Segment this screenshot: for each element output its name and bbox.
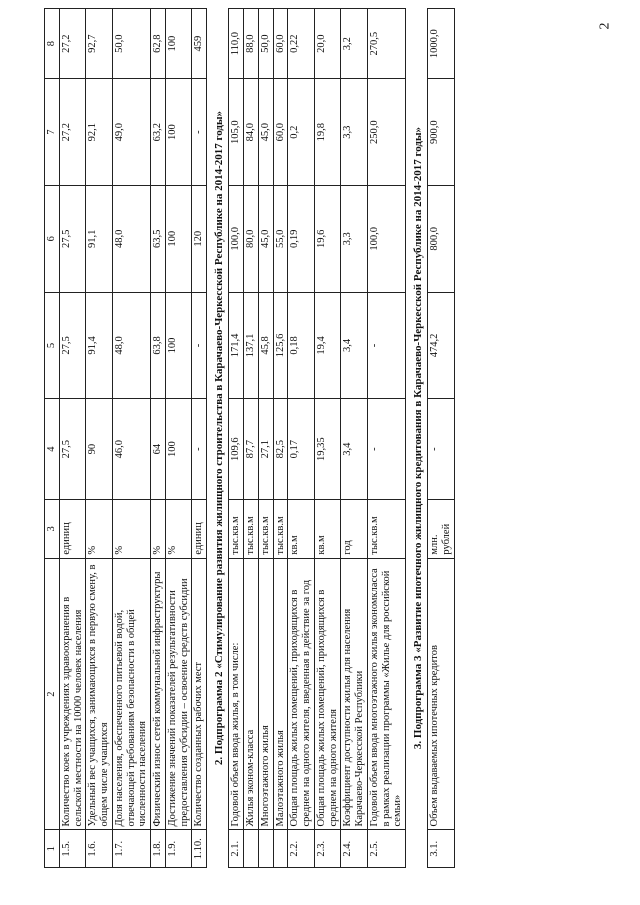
value-cell: 100	[165, 292, 192, 399]
value-cell: 100	[165, 399, 192, 500]
table-row	[192, 9, 207, 868]
row-number: 1.6.	[86, 830, 113, 868]
value-cell: 60,0	[273, 79, 288, 186]
table-row	[151, 9, 166, 868]
value-cell: 45,0	[258, 185, 273, 292]
column-number: 5	[45, 292, 60, 399]
section-2-rows	[229, 9, 406, 868]
indicator-name: Коэффициент доступности жилья для населения Карачаево-Черкесской Республики	[341, 558, 368, 830]
section-3-rows	[428, 9, 455, 868]
indicator-name: Объем выдаваемых ипотечных кредитов	[428, 558, 455, 830]
value-cell: 3,3	[341, 185, 368, 292]
value-cell: 82,5	[273, 399, 288, 500]
row-number: 1.8.	[151, 830, 166, 868]
value-cell: 171,4	[229, 292, 244, 399]
indicator-name: Многоэтажного жилья	[258, 558, 273, 830]
table-row	[428, 9, 455, 868]
value-cell: 19,8	[314, 79, 341, 186]
value-cell: 62,8	[151, 9, 166, 79]
indicator-name: Количество созданных рабочих мест	[192, 558, 207, 830]
column-number-row	[45, 9, 60, 868]
section-2-header	[207, 9, 229, 868]
unit-cell: кв.м	[288, 500, 315, 559]
value-cell: 0,2	[288, 79, 315, 186]
unit-cell: %	[112, 500, 150, 559]
value-cell: 27,1	[258, 399, 273, 500]
table-row	[314, 9, 341, 868]
value-cell: -	[192, 292, 207, 399]
value-cell: 1000,0	[428, 9, 455, 79]
row-number	[258, 830, 273, 868]
value-cell: 91,4	[86, 292, 113, 399]
value-cell: 100,0	[229, 185, 244, 292]
column-number: 8	[45, 9, 60, 79]
row-number: 1.9.	[165, 830, 192, 868]
value-cell: 120	[192, 185, 207, 292]
value-cell: 109,6	[229, 399, 244, 500]
table-row	[229, 9, 244, 868]
row-number: 2.2.	[288, 830, 315, 868]
value-cell: 91,1	[86, 185, 113, 292]
value-cell: 60,0	[273, 9, 288, 79]
indicator-name: Доля населения, обеспеченного питьевой водой, отвечающей требованиям безопасности в общей численности населения	[112, 558, 150, 830]
row-number: 2.4.	[341, 830, 368, 868]
value-cell: 0,19	[288, 185, 315, 292]
value-cell: 64	[151, 399, 166, 500]
value-cell: 19,6	[314, 185, 341, 292]
value-cell: 55,0	[273, 185, 288, 292]
unit-cell: тыс.кв.м	[367, 500, 405, 559]
rotated-table-sheet	[44, 8, 604, 868]
value-cell: 27,5	[59, 399, 86, 500]
section-title-row	[207, 9, 229, 868]
value-cell: 92,1	[86, 79, 113, 186]
unit-cell: тыс.кв.м	[244, 500, 259, 559]
value-cell: 63,8	[151, 292, 166, 399]
indicator-name: Малоэтажного жилья	[273, 558, 288, 830]
row-number	[244, 830, 259, 868]
value-cell: -	[428, 399, 455, 500]
value-cell: 48,0	[112, 292, 150, 399]
page-number: 2	[597, 22, 613, 30]
indicator-name: Жилья эконом-класса	[244, 558, 259, 830]
value-cell: 19,35	[314, 399, 341, 500]
value-cell: 100	[165, 185, 192, 292]
indicator-name: Общая площадь жилых помещений, приходящихся в среднем на одного жителя	[314, 558, 341, 830]
indicator-name: Достижение значений показателей результативности предоставления субсидии – освоение средств субсидии	[165, 558, 192, 830]
table-row	[288, 9, 315, 868]
unit-cell: единиц	[192, 500, 207, 559]
row-number: 2.3.	[314, 830, 341, 868]
value-cell: 63,5	[151, 185, 166, 292]
value-cell: 87,7	[244, 399, 259, 500]
value-cell: 3,4	[341, 399, 368, 500]
section-title-row	[406, 9, 428, 868]
value-cell: 100	[165, 9, 192, 79]
row-number: 3.1.	[428, 830, 455, 868]
column-number: 2	[45, 558, 60, 830]
unit-cell: год	[341, 500, 368, 559]
value-cell: 900,0	[428, 79, 455, 186]
unit-cell: млн. рублей	[428, 500, 455, 559]
table-row	[367, 9, 405, 868]
row-number: 2.5.	[367, 830, 405, 868]
indicator-name: Количество коек в учреждениях здравоохранения в сельской местности на 10000 человек населения	[59, 558, 86, 830]
unit-cell: кв.м	[314, 500, 341, 559]
value-cell: -	[192, 79, 207, 186]
value-cell: 63,2	[151, 79, 166, 186]
value-cell: 0,17	[288, 399, 315, 500]
indicator-name: Годовой объем ввода жилья, в том числе:	[229, 558, 244, 830]
indicator-name: Общая площадь жилых помещений, приходящихся в среднем на одного жителя, введенная в действие за год	[288, 558, 315, 830]
value-cell: 84,0	[244, 79, 259, 186]
value-cell: 27,2	[59, 9, 86, 79]
table-row	[244, 9, 259, 868]
value-cell: 100	[165, 79, 192, 186]
column-number: 7	[45, 79, 60, 186]
table-row	[112, 9, 150, 868]
value-cell: 50,0	[258, 9, 273, 79]
unit-cell: %	[86, 500, 113, 559]
value-cell: 27,5	[59, 292, 86, 399]
indicator-name: Физический износ сетей коммунальной инфраструктуры	[151, 558, 166, 830]
table-row	[165, 9, 192, 868]
value-cell: 45,8	[258, 292, 273, 399]
value-cell: 137,1	[244, 292, 259, 399]
value-cell: 0,22	[288, 9, 315, 79]
table-row	[59, 9, 86, 868]
value-cell: 270,5	[367, 9, 405, 79]
value-cell: 800,0	[428, 185, 455, 292]
indicators-table	[44, 8, 455, 868]
value-cell: 48,0	[112, 185, 150, 292]
unit-cell: тыс.кв.м	[273, 500, 288, 559]
unit-cell: тыс.кв.м	[229, 500, 244, 559]
value-cell: 3,4	[341, 292, 368, 399]
value-cell: 19,4	[314, 292, 341, 399]
column-number: 6	[45, 185, 60, 292]
unit-cell: тыс.кв.м	[258, 500, 273, 559]
value-cell: 459	[192, 9, 207, 79]
value-cell: -	[367, 292, 405, 399]
value-cell: 250,0	[367, 79, 405, 186]
value-cell: 46,0	[112, 399, 150, 500]
value-cell: -	[367, 399, 405, 500]
value-cell: 110,0	[229, 9, 244, 79]
table-row	[273, 9, 288, 868]
value-cell: 474,2	[428, 292, 455, 399]
column-number: 3	[45, 500, 60, 559]
row-number: 2.1.	[229, 830, 244, 868]
value-cell: 90	[86, 399, 113, 500]
table-row	[86, 9, 113, 868]
indicator-name: Годовой объем ввода многоэтажного жилья экономкласса в рамках реализации программы «Жилье для российской семьи»	[367, 558, 405, 830]
value-cell: 105,0	[229, 79, 244, 186]
section-2-title: 2. Подпрограмма 2 «Стимулирование развития жилищного строительства в Карачаево-Черкесской Республике на 2014-2017 годы»	[207, 9, 229, 868]
value-cell: 125,6	[273, 292, 288, 399]
column-number: 4	[45, 399, 60, 500]
value-cell: 20,0	[314, 9, 341, 79]
column-number: 1	[45, 830, 60, 868]
row-number: 1.5.	[59, 830, 86, 868]
value-cell: 88,0	[244, 9, 259, 79]
row-number: 1.10.	[192, 830, 207, 868]
value-cell: 3,2	[341, 9, 368, 79]
section-3-title: 3. Подпрограмма 3 «Развитие ипотечного жилищного кредитования в Карачаево-Черкесской Республике на 2014-2017 годы»	[406, 9, 428, 868]
section-3-header	[406, 9, 428, 868]
value-cell: 45,0	[258, 79, 273, 186]
value-cell: 100,0	[367, 185, 405, 292]
row-number: 1.7.	[112, 830, 150, 868]
value-cell: 27,5	[59, 185, 86, 292]
section-1-rows	[59, 9, 206, 868]
value-cell: -	[192, 399, 207, 500]
value-cell: 49,0	[112, 79, 150, 186]
value-cell: 27,2	[59, 79, 86, 186]
value-cell: 80,0	[244, 185, 259, 292]
unit-cell: %	[151, 500, 166, 559]
indicator-name: Удельный вес учащихся, занимающихся в первую смену, в общем числе учащихся	[86, 558, 113, 830]
value-cell: 0,18	[288, 292, 315, 399]
value-cell: 92,7	[86, 9, 113, 79]
value-cell: 50,0	[112, 9, 150, 79]
unit-cell: %	[165, 500, 192, 559]
value-cell: 3,3	[341, 79, 368, 186]
table-row	[341, 9, 368, 868]
unit-cell: единиц	[59, 500, 86, 559]
table-row	[258, 9, 273, 868]
row-number	[273, 830, 288, 868]
